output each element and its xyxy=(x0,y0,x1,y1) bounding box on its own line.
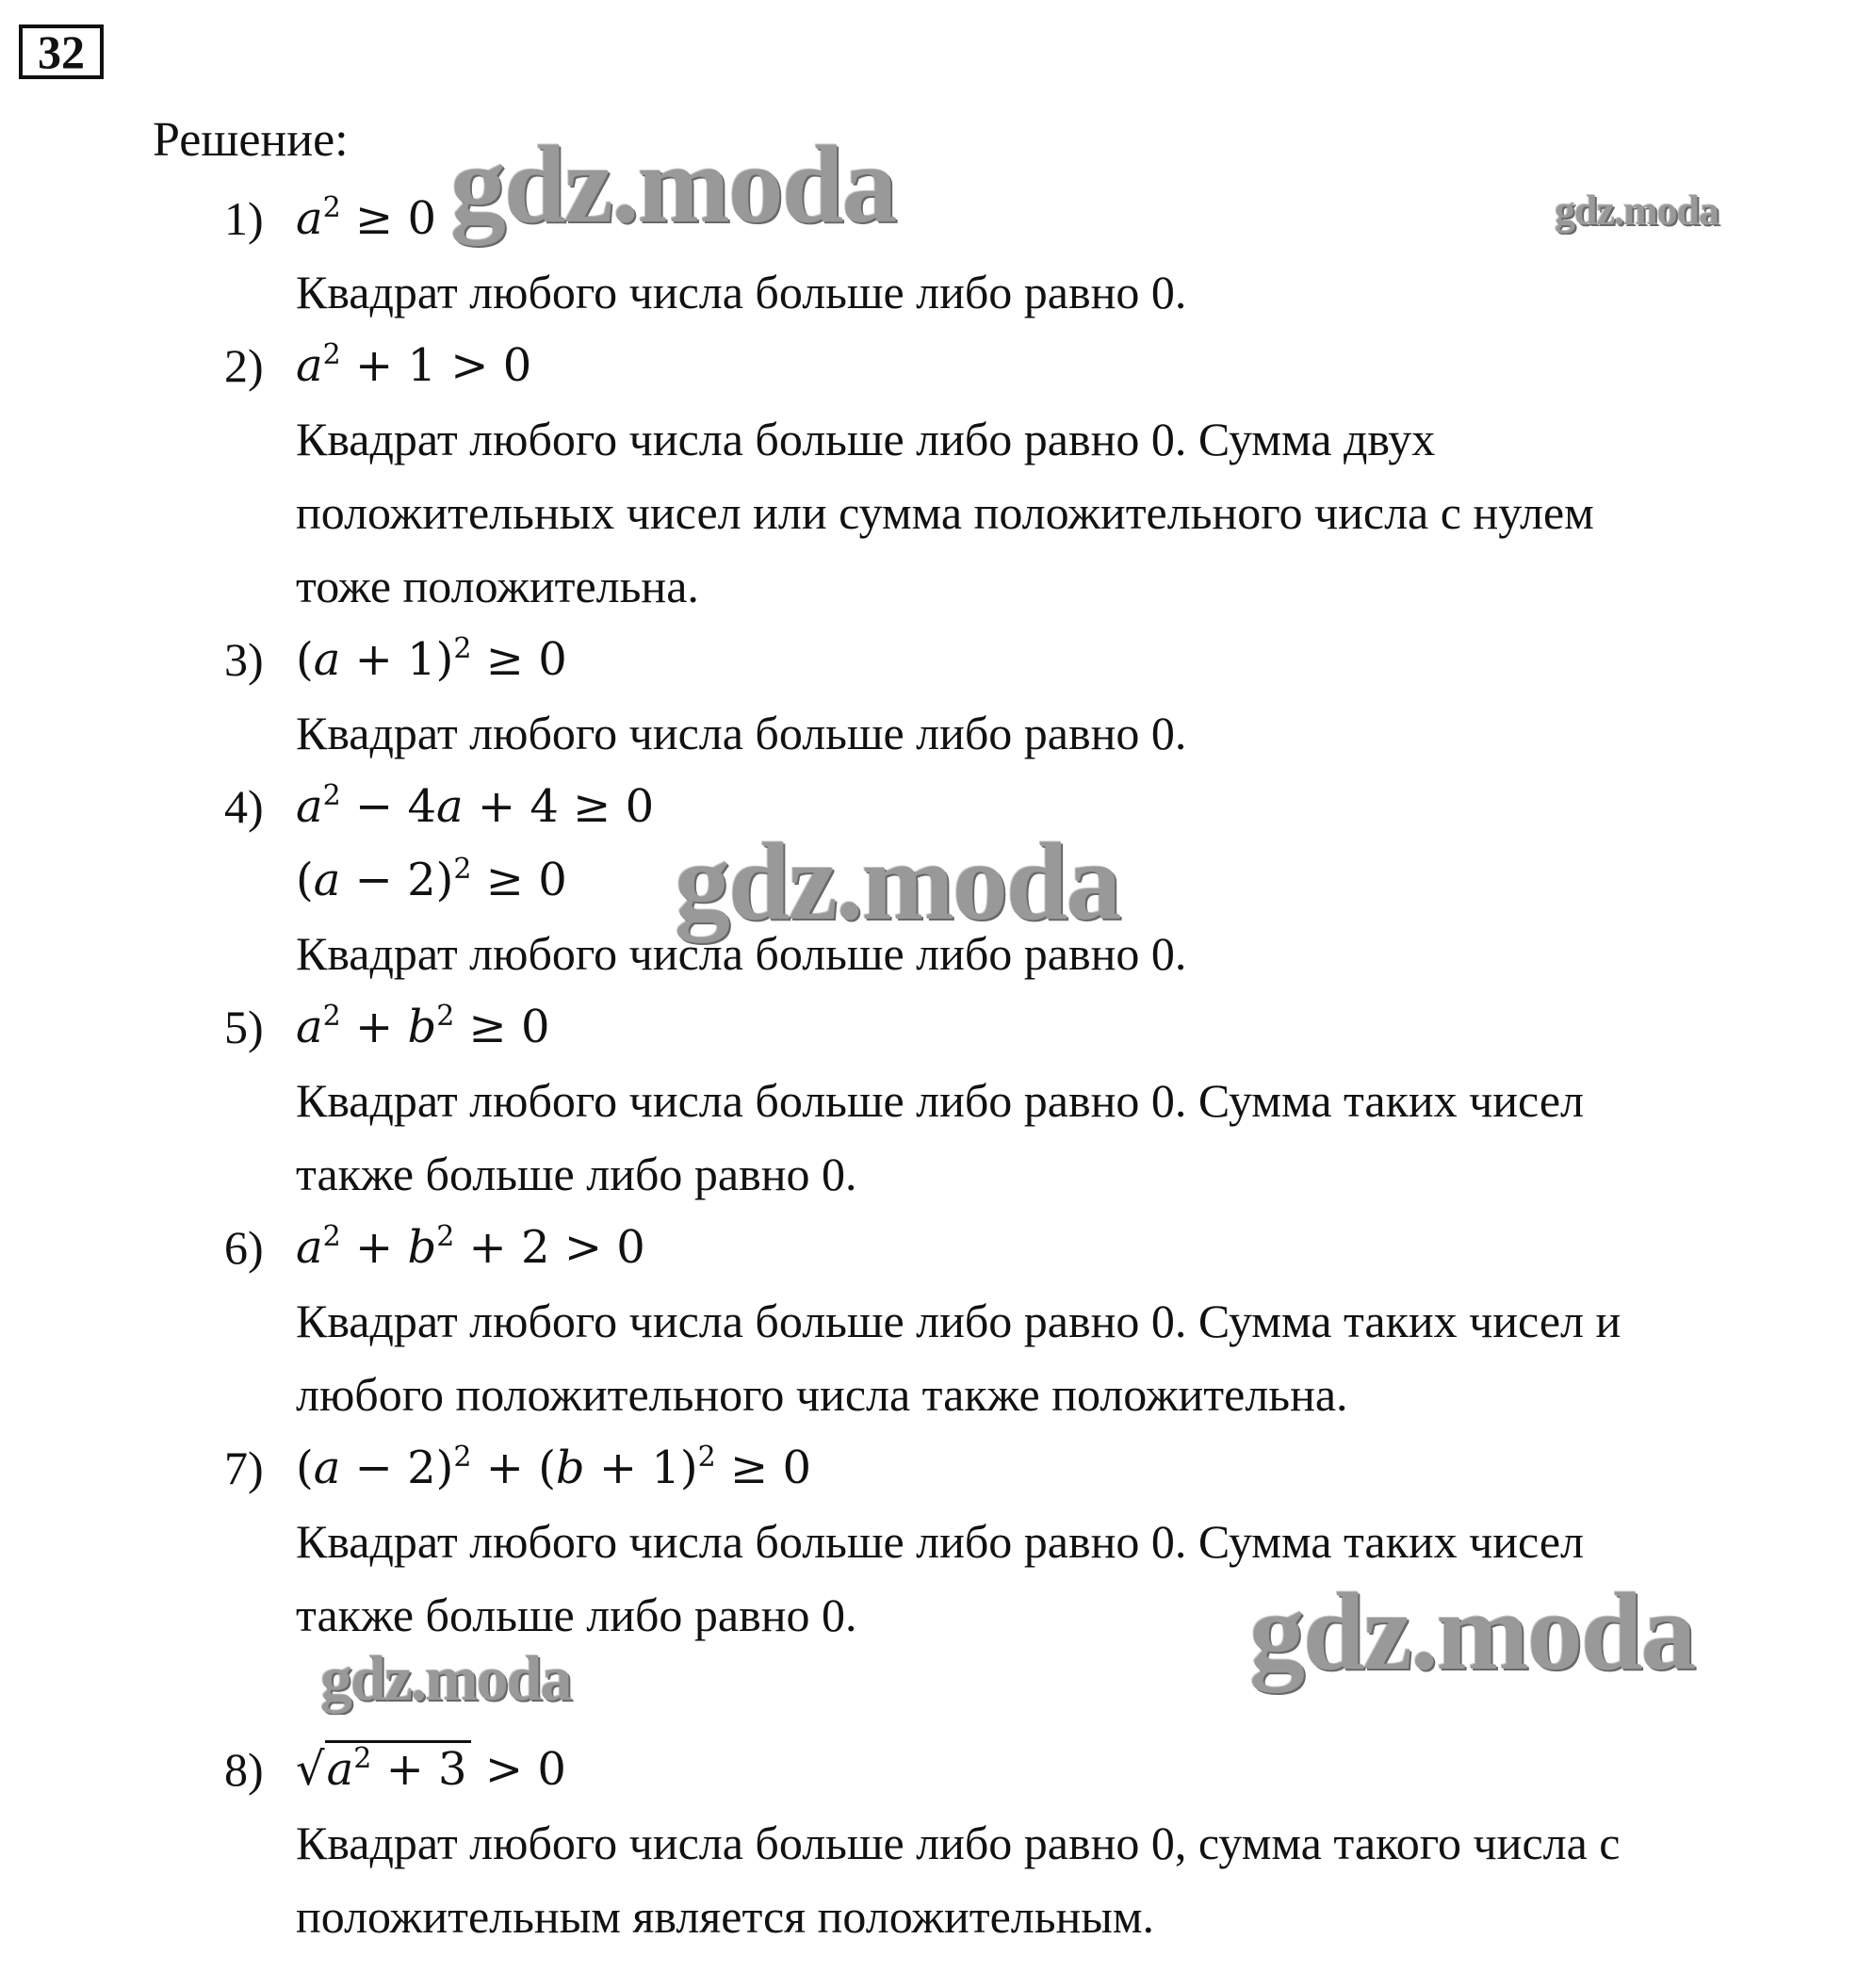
item-5-text-line: также больше либо равно 0. xyxy=(296,1148,857,1200)
variable: a xyxy=(326,1743,354,1796)
item-6-formula xyxy=(296,1219,645,1276)
item-7-text-line: также больше либо равно 0. xyxy=(296,1589,857,1641)
item-1-formula xyxy=(296,190,436,247)
math-text: + 4 ≥ 0 xyxy=(463,780,655,833)
item-4-text-line: Квадрат любого числа больше либо равно 0. xyxy=(296,927,1187,980)
sqrt-symbol: $√a^2 + 3$ xyxy=(296,1741,471,1798)
item-5-formula xyxy=(296,999,550,1055)
item-8-text-line: положительным является положительным. xyxy=(296,1890,1155,1943)
watermark: gdz.moda xyxy=(1249,1570,1695,1693)
item-4-number: 4) xyxy=(224,780,264,833)
variable: b xyxy=(407,1221,437,1274)
radicand xyxy=(325,1740,471,1796)
variable: a xyxy=(296,192,323,245)
exponent: 2 xyxy=(322,1000,341,1033)
exponent: 2 xyxy=(453,632,472,665)
watermark: gdz.moda xyxy=(320,1642,571,1714)
item-2-text-line: Квадрат любого числа больше либо равно 0. Сумма двух xyxy=(296,413,1436,465)
math-text: + ( xyxy=(471,1442,556,1494)
exponent: 2 xyxy=(322,338,341,371)
variable: a xyxy=(296,1221,323,1274)
math-text: − 2) xyxy=(340,1442,454,1494)
variable: a xyxy=(296,780,323,833)
solution-heading: Решение: xyxy=(153,113,349,167)
math-text: + xyxy=(340,1221,408,1274)
variable: a xyxy=(296,1001,323,1053)
item-7-number: 7) xyxy=(224,1442,264,1494)
item-8-relation: > 0 xyxy=(470,1743,566,1796)
item-5-number: 5) xyxy=(224,1001,264,1053)
item-3-text-line: Квадрат любого числа больше либо равно 0. xyxy=(296,707,1187,759)
problem-number: 32 xyxy=(19,24,104,79)
math-text: + 3 xyxy=(371,1743,467,1796)
item-4-formula xyxy=(296,778,654,835)
math-text: ≥ 0 xyxy=(471,633,567,686)
item-4-formula-factored xyxy=(296,852,567,908)
watermark: gdz.moda xyxy=(1555,187,1719,234)
variable: a xyxy=(313,1442,341,1494)
exponent: 2 xyxy=(453,853,472,886)
math-text: + xyxy=(340,1001,408,1053)
math-text: + 1 > 0 xyxy=(340,339,532,392)
math-text: ≥ 0 xyxy=(715,1442,812,1494)
item-2-number: 2) xyxy=(224,339,264,392)
item-7-formula xyxy=(296,1440,811,1496)
variable: b xyxy=(555,1442,585,1494)
item-8-number: 8) xyxy=(224,1743,264,1796)
math-text: − 4 xyxy=(340,780,436,833)
variable: a xyxy=(313,854,341,906)
item-5-text-line: Квадрат любого числа больше либо равно 0. Сумма таких чисел xyxy=(296,1074,1584,1127)
math-text: ≥ 0 xyxy=(454,1001,550,1053)
exponent: 2 xyxy=(322,1220,341,1253)
item-2-text-line: положительных чисел или сумма положительного числа с нулем xyxy=(296,486,1594,539)
variable: a xyxy=(296,339,323,392)
math-text: ( xyxy=(296,1442,314,1494)
math-text: ≥ 0 xyxy=(471,854,567,906)
watermark: gdz.moda xyxy=(675,820,1120,943)
variable: a xyxy=(313,633,341,686)
item-6-text-line: Квадрат любого числа больше либо равно 0. Сумма таких чисел и xyxy=(296,1295,1621,1347)
math-text: − 2) xyxy=(340,854,454,906)
math-text: ( xyxy=(296,633,314,686)
item-3-number: 3) xyxy=(224,633,264,686)
math-text: ≥ 0 xyxy=(340,192,436,245)
item-2-formula xyxy=(296,337,531,394)
item-2-text-line: тоже положительна. xyxy=(296,560,699,612)
item-6-text-line: любого положительного числа также положительна. xyxy=(296,1368,1348,1421)
item-3-formula xyxy=(296,631,567,688)
exponent: 2 xyxy=(436,1000,455,1033)
math-text: + 2 > 0 xyxy=(454,1221,645,1274)
variable: b xyxy=(407,1001,437,1053)
item-8-text-line: Квадрат любого числа больше либо равно 0, сумма такого числа с xyxy=(296,1817,1621,1869)
exponent: 2 xyxy=(322,779,341,812)
item-1-text-line: Квадрат любого числа больше либо равно 0. xyxy=(296,266,1187,318)
item-1-number: 1) xyxy=(224,192,264,245)
item-6-number: 6) xyxy=(224,1221,264,1274)
math-text: + 1) xyxy=(340,633,454,686)
exponent: 2 xyxy=(436,1220,455,1253)
item-7-text-line: Квадрат любого числа больше либо равно 0. Сумма таких чисел xyxy=(296,1515,1584,1568)
watermark: gdz.moda xyxy=(450,122,896,246)
variable: a xyxy=(436,780,464,833)
math-text: ( xyxy=(296,854,314,906)
exponent: 2 xyxy=(453,1441,472,1474)
exponent: 2 xyxy=(353,1742,372,1775)
exponent: 2 xyxy=(322,191,341,224)
exponent: 2 xyxy=(697,1441,716,1474)
math-text: + 1) xyxy=(584,1442,698,1494)
item-8-formula xyxy=(296,1741,566,1798)
